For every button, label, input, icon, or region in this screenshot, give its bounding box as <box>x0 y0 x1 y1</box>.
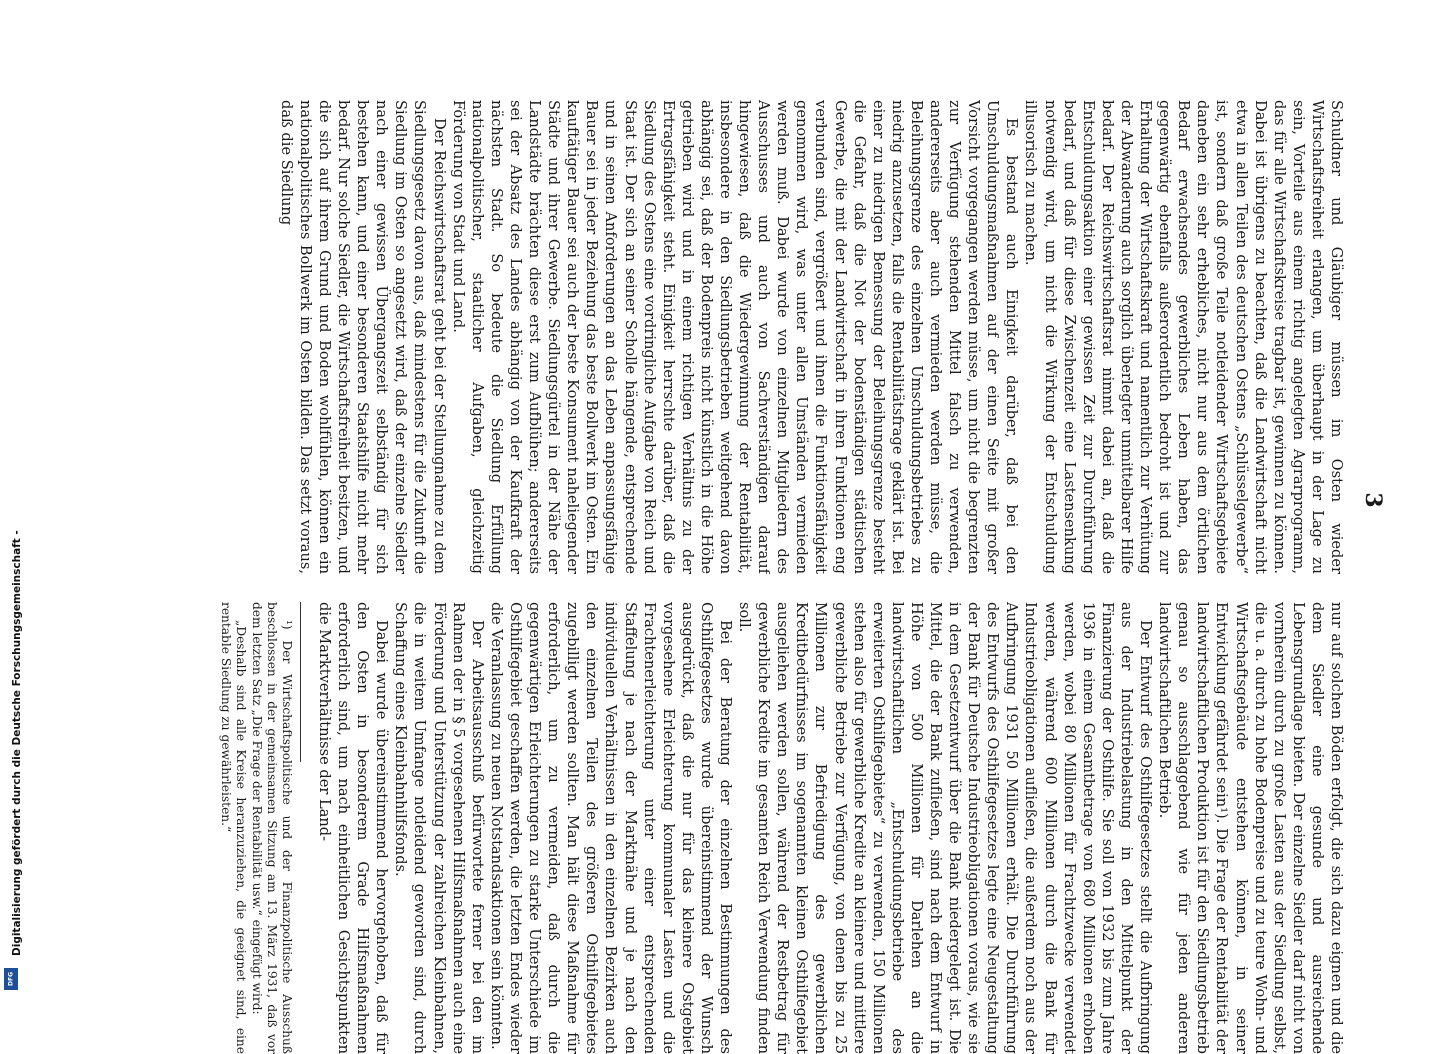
credit-text: Digitalisierung gefördert durch die Deutsche Forschungsgemeinschaft - <box>11 530 23 956</box>
paragraph: Der Entwurf des Osthilfegesetzes stellt die Aufbringung aus der Industriebelastung in den Mittelpunkt der Finanzierung der Osthilfe. Sie soll von 1932 bis zum Jahre 1936 in einem Gesamtbetrage von 680 Millionen erhoben werden, wobei 80 Millionen für Frachtzwecke verwendet werden, während 600 Millionen durch die Bank für Industrieobligationen aufließen, die außerdem noch aus der Aufbringung 1931 50 Millionen erhält. Die Durchführung des Entwurfs des Osthilfegesetzes legte eine Neugestaltung der Bank für Deutsche Industrieobligationen voraus, wie sie in dem Gesetzentwurf über die Bank niedergelegt ist. Die Mittel, die der Bank zufließen, sind nach dem Entwurf in Höhe von 500 Millionen für Darlehen an die landwirtschaftlichen „Entschuldungsbetriebe des erweiterten Osthilfegebietes“ zu verwenden, 150 Millionen stehen also für gewerbliche Kredite an kleinere und mittlere gewerbliche Betriebe zur Verfügung, von denen bis zu 25 Millionen zur Befriedigung des gewerblichen Kreditbedürfnisses im sogenannten kleinen Osthilfegebiet ausgeliehen werden sollen, während der Restbetrag für gewerbliche Kredite im gesamten Reich Verwendung finden soll. <box>736 602 1155 1054</box>
footnote-divider <box>300 602 301 762</box>
left-column <box>166 100 1346 574</box>
paragraph: Bei der Beratung der einzelnen Bestimmungen des Osthilfegesetzes wurde übereinstimmend der Wunsch ausgedrückt, daß die nur für das kleinere Ostgebiet vorgesehene Erleichterung kommunaler Lasten und die Frachtenerleichterung unter einer entsprechenden Staffelung je nach der Marktnähe und je nach den individuellen Verhältnissen in den einzelnen Bezirken auch den einzelnen Teilen des größeren Osthilfegebietes zugebilligt werden sollten. Man hält diese Maßnahme für erforderlich, um zu vermeiden, daß durch die gegenwärtigen Erleichterungen zu starke Unterschiede im Osthilfegebiet geschaffen werden, die letzten Endes wieder die Veranlassung zu neuen Notstandsaktionen sein könnten. <box>487 602 734 1054</box>
paragraph: Dabei wurde übereinstimmend hervorgehoben, daß für den Osten in besonderem Grade Hilfsmaßnahmen erforderlich sind, um nach einheitlichen Gesichtspunkten die Marktverhältnisse der Land- <box>316 602 391 1054</box>
footnote: ¹) Der Wirtschaftspolitische und der Finanzpolitische Ausschuß beschlossen in der gemeinsamen Sitzung am 13. März 1931, daß vor dem letzten Satz „Die Frage der Rentabilität usw.“ eingefügt wird: <box>249 602 294 1054</box>
paragraph: nur auf solchen Böden erfolgt, die sich dazu eignen und die dem Siedler eine gesunde und ausreichende Lebensgrundlage bieten. Der einzelne Siedler darf nicht von vornherein durch zu große Lasten aus der Siedlung selbst, die u. a. durch zu hohe Bodenpreise und zu teure Wohn- und Wirtschaftsgebäude entstehen können, in seiner Entwicklung gefährdet sein¹). Die Frage der Rentabilität der landwirtschaftlichen Produktion ist für den Siedlungsbetrieb genau so ausschlaggebend wie für jeden anderen landwirtschaftlichen Betrieb. <box>1156 602 1345 1054</box>
paragraph: Es bestand auch Einigkeit darüber, daß bei den Umschuldungsmaßnahmen auf der einen Seite mit großer Vorsicht vorgegangen werden müsse, um nicht die begrenzten zur Verfügung stehenden Mittel falsch zu verwenden, andererseits aber auch vermieden werden müsse, die Beleihungsgrenze des einzelnen Umschuldungsbetriebes zu niedrig anzusetzen, falls die Rentabilitätsfrage geklärt ist. Bei einer zu niedrigen Bemessung der Beleihungsgrenze besteht die Gefahr, daß die Not der bodenständigen städtischen Gewerbe, die mit der Landwirtschaft in ihren Funktionen eng verbunden sind, vergrößert und ihnen die Funktionsfähigkeit genommen wird, was unter allen Umständen vermieden werden muß. Dabei wurde von einzelnen Mitgliedern des Ausschusses und auch von Sachverständigen darauf hingewiesen, daß die Wiedergewinnung der Rentabilität, insbesondere in den Siedlungsbetrieben weitgehend davon abhängig sei, daß der Bodenpreis nicht künstlich in die Höhe getrieben wird und in einem richtigen Verhältnis zu der Ertragsfähigkeit steht. Einigkeit herrschte darüber, daß die Siedlung des Ostens eine vordringliche Aufgabe von Reich und Staat ist. Der sich an seiner Scholle hängende, entsprechende und in seinen Anforderungen an das Leben anpassungsfähige Bauer sei in jeder Beziehung das beste Bollwerk im Osten. Ein kauftätiger Bauer sei auch der beste Konsument naheliegender Städte und ihrer Gewerbe. Siedlungsgürtel in der Nähe der Landstädte brächten diese erst zum Aufblühen; andererseits sei der Absatz des Landes abhängig von der Kaufkraft der nächsten Stadt. So bedeute die Siedlung Erfüllung nationalpolitischer, staatlicher Aufgaben, gleichzeitig Förderung von Stadt und Land. <box>449 100 1021 574</box>
paragraph: Der Reichswirtschaftsrat geht bei der Stellungnahme zu dem Siedlungsgesetz davon aus, daß mindestens für die Zukunft die Siedlung im Osten so angesetzt wird, daß der einzelne Siedler nach einer gewissen Übergangszeit selbständig für sich bestehen kann, und einer besonderen Staatshilfe nicht mehr bedarf. Nur solche Siedler, die Wirtschaftsfreiheit besitzen, und die sich auf ihrem Grund und Boden wohlfühlen, können ein nationalpolitisches Bollwerk im Osten bilden. Das setzt voraus, daß die Siedlung <box>277 100 448 574</box>
dfg-logo: DFG <box>4 968 18 990</box>
digitization-credit <box>0 0 22 1000</box>
paragraph: Schuldner und Gläubiger müssen im Osten wieder Wirtschaftsfreiheit erlangen, um überhaupt in der Lage zu sein, Vorteile aus einem richtig angelegten Agrarprogramm, das für alle Wirtschaftskreise tragbar ist, gewinnen zu können. Dabei ist übrigens zu beachten, daß die Landwirtschaft nicht etwa in allen Teilen des deutschen Ostens „Schlüsselgewerbe“ ist, sondern daß große Teile notleidender Wirtschaftsgebiete daneben ein sehr erhebliches, nicht nur aus dem örtlichen Bedarf erwachsendes gewerbliches Leben haben, das gegenwärtig ebenfalls außerordentlich bedroht ist und zur Erhaltung der Wirtschaftskraft und namentlich zur Verhütung der Abwanderung auch sorglich überlegter unmittelbarer Hilfe bedarf. Der Reichswirtschaftsrat nimmt dabei an, daß die Entschuldungsaktion einer gewissen Zeit zur Durchführung bedarf, und daß für diese Zwischenzeit eine Lastensenkung notwendig wird, um nicht die Wirkung der Entschuldung illusorisch zu machen. <box>1022 100 1345 574</box>
paragraph: Der Arbeitsausschuß befürwortete ferner bei den im Rahmen der in § 5 vorgesehenen Hilfsmaßnahmen auch eine Förderung und Unterstützung der zahlreichen Kleinbahnen, die in weitem Umfange notleidend geworden sind, durch Schaffung eines Kleinbahnhilfsfonds. <box>392 602 486 1054</box>
footnote-quote: „Deshalb sind alle Kreise heranzuziehen, die geeignet sind, eine rentable Siedlung zu gewährleisten.“ <box>219 602 249 1054</box>
right-column <box>166 602 1346 1054</box>
page-number: 3 <box>1360 492 1386 508</box>
